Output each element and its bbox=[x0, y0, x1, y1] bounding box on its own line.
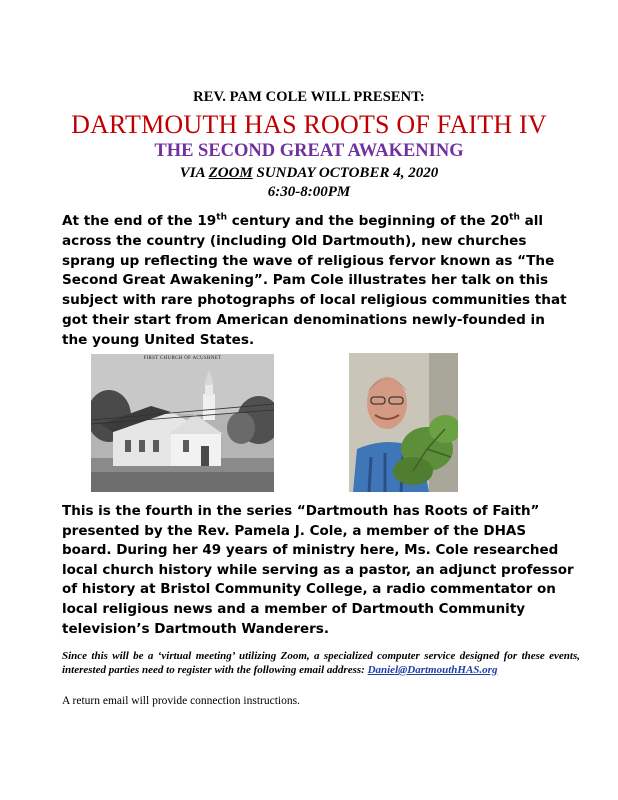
intro-text-1: At the end of the 19 bbox=[62, 213, 217, 229]
church-photo-graphic bbox=[91, 354, 274, 492]
via-prefix: VIA bbox=[179, 165, 209, 181]
zoom-text: ZOOM bbox=[208, 165, 253, 181]
church-photo bbox=[91, 354, 274, 492]
intro-text-3: all across the country (including Old Dartmouth), new churches sprang up reflecting the wave of religious fervor known as “The Second Great Awakening”. Pam Cole illustrates her talk on this subject with rare photographs of local religious communities that got their start from American denominations newly-founded in the young United States. bbox=[62, 213, 567, 348]
presenter-heading: REV. PAM COLE WILL PRESENT: bbox=[193, 89, 425, 105]
event-time: 6:30-8:00PM bbox=[267, 184, 351, 200]
speaker-photo-graphic bbox=[349, 353, 458, 492]
registration-note-text: Since this will be a ‘virtual meeting’ utilizing Zoom, a specialized computer service designed for these events, interested parties need to register with the following email address: bbox=[62, 650, 580, 676]
event-title: DARTMOUTH HAS ROOTS OF FAITH IV bbox=[71, 110, 547, 139]
registration-email-link[interactable]: Daniel@DartmouthHAS.org bbox=[367, 663, 498, 676]
intro-text-2: century and the beginning of the 20 bbox=[227, 213, 510, 229]
church-photo-caption: FIRST CHURCH OF ACUSHNET bbox=[143, 356, 222, 361]
bio-paragraph: This is the fourth in the series “Dartmouth has Roots of Faith” presented by the Rev. Pamela J. Cole, a member of the DHAS board. During her 49 years of ministry here, Ms. Cole researched local church history while serving as a pastor, an adjunct professor of history at Bristol Community College, a radio commentator on local religious news and a member of Dartmouth Community television’s Dartmouth Wanderers. bbox=[62, 503, 574, 637]
event-subtitle: THE SECOND GREAT AWAKENING bbox=[154, 141, 464, 161]
event-date-line bbox=[0, 165, 618, 182]
registration-note bbox=[62, 650, 580, 678]
intro-paragraph bbox=[62, 212, 572, 351]
speaker-photo bbox=[349, 353, 458, 492]
intro-sup-1: th bbox=[216, 212, 227, 223]
intro-sup-2: th bbox=[509, 212, 520, 223]
return-email-text: A return email will provide connection instructions. bbox=[62, 695, 300, 707]
via-date: SUNDAY OCTOBER 4, 2020 bbox=[252, 165, 439, 181]
